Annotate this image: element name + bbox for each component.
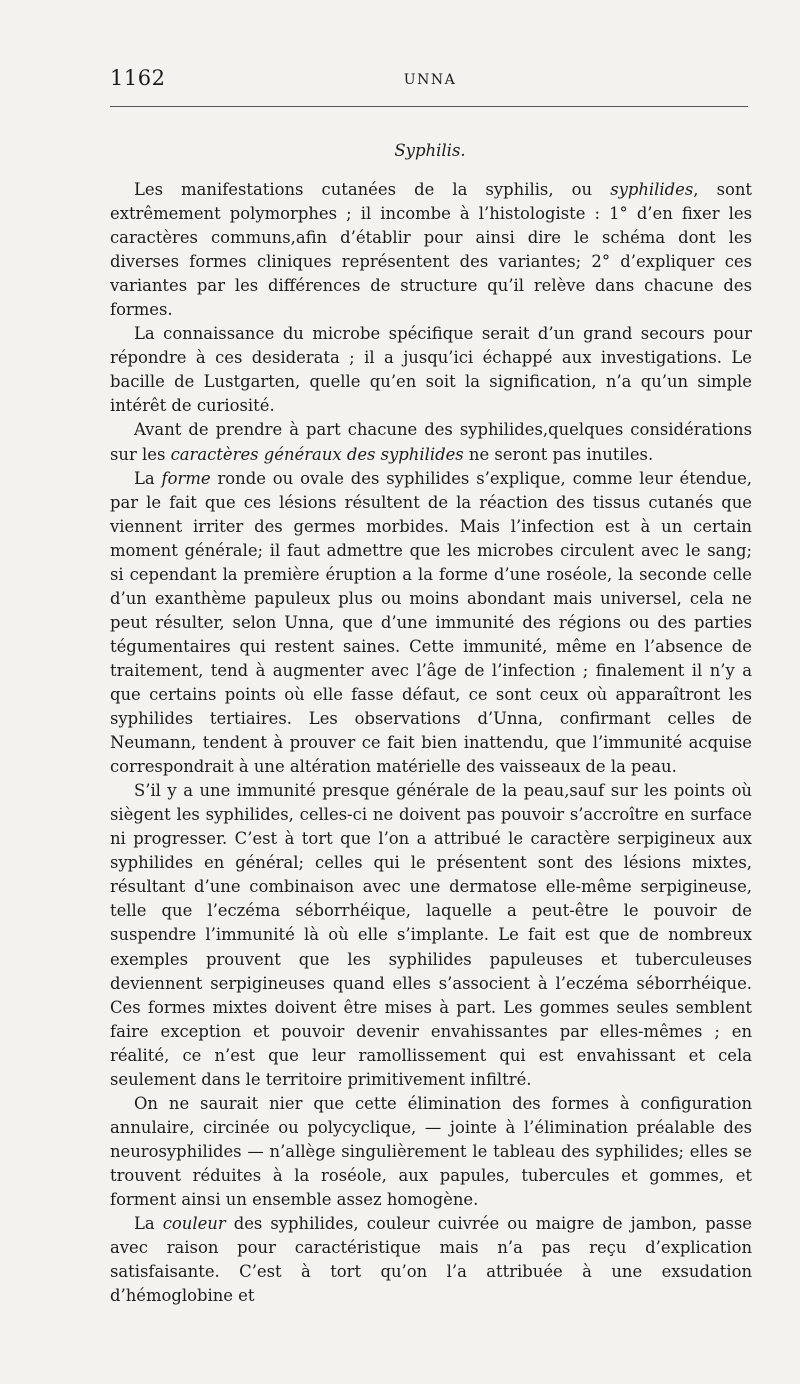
paragraph: La couleur des syphilides, couleur cuivrée ou maigre de jambon, passe avec raison pour caractéristique mais n’a pas reçu d’explication satisfaisante. C’est à tort qu’on l’a attribuée à une exsudation d’hémoglobine et bbox=[110, 1214, 752, 1306]
paragraph: On ne saurait nier que cette élimination des formes à configuration annulaire, circinée ou polycyclique, — jointe à l’élimination préalable des neurosyphilides — n’allège singulièrement le tableau des syphilides; elles se trouvent réduites à la roséole, aux papules, tubercules et gommes, et forment ainsi un ensemble assez homogène. bbox=[110, 1093, 752, 1209]
emphasis: forme bbox=[161, 468, 211, 488]
emphasis: syphilides bbox=[610, 180, 694, 199]
paragraph: La connaissance du microbe spécifique serait d’un grand secours pour répondre à ces desiderata ; il a jusqu’ici échappé aux investigations. Le bacille de Lustgarten, quelle qu’en soit la signification, n’a qu’un simple intérêt de curiosité. bbox=[110, 324, 752, 416]
paragraph: S’il y a une immunité presque générale de la peau,sauf sur les points où siègent les syphilides, celles-ci ne doivent pas pouvoir s’accroître en surface ni progresser. C’est à tort que l’on a attribué le caractère serpigineux aux syphilides en général; celles qui le présentent sont des lésions mixtes, résultant d’une combinaison avec une dermatose elle-même serpigineuse, telle que l’eczéma séborrhéique, laquelle a peut-être le pouvoir de suspendre l’immunité là où elle s’implante. Le fait est que de nombreux exemples prouvent que les syphilides papuleuses et tuberculeuses deviennent serpigineuses quand elles s’associent à l’eczéma séborrhéique. Ces formes mixtes doivent être mises à part. Les gommes seules semblent faire exception et pouvoir devenir envahissantes par elles-mêmes ; en réalité, ce n’est que leur ramollissement qui est envahissant et cela seulement dans le territoire primitivement infiltré. bbox=[110, 781, 752, 1089]
body-text bbox=[110, 178, 752, 1308]
emphasis: caractères généraux des syphilides bbox=[170, 444, 464, 464]
running-head: UNNA bbox=[403, 72, 457, 88]
section-title: Syphilis. bbox=[394, 141, 466, 160]
header-rule bbox=[110, 106, 748, 107]
paragraph: La forme ronde ou ovale des syphilides s’explique, comme leur étendue, par le fait que ces lésions résultent de la réaction des tissus cutanés que viennent irriter des germes morbides. Mais l’infection est à un certain moment générale; il faut admettre que les microbes circulent avec le sang; si cependant la première éruption a la forme d’une roséole, la seconde celle d’un exanthème papuleux plus ou moins abondant mais universel, cela ne peut résulter, selon Unna, que d’une immunité des régions ou des parties tégumentaires qui restent saines. Cette immunité, même en l’absence de traitement, tend à augmenter avec l’âge de l’infection ; finalement il n’y a que certains points où elle fasse défaut, ce sont ceux où apparaîtront les syphilides tertiaires. Les observations d’Unna, confirmant celles de Neumann, tendent à prouver ce fait bien inattendu, que l’immunité acquise correspondrait à une altération matérielle des vaisseaux de la peau. bbox=[110, 468, 752, 777]
paragraph: Avant de prendre à part chacune des syphilides,quelques considérations sur les caractères généraux des syphilides ne seront pas inutiles. bbox=[110, 420, 752, 464]
paragraph: Les manifestations cutanées de la syphilis, ou syphilides, sont extrêmement polymorphes ; il incombe à l’histologiste : 1° d’en fixer les caractères communs,afin d’établir pour ainsi dire le schéma dont les diverses formes cliniques représentent des variantes; 2° d’expliquer ces variantes par les différences de structure qu’il relève dans chacune des formes. bbox=[110, 180, 753, 320]
page-number: 1162 bbox=[110, 66, 166, 90]
page-header bbox=[110, 66, 750, 96]
emphasis: couleur bbox=[162, 1214, 226, 1234]
